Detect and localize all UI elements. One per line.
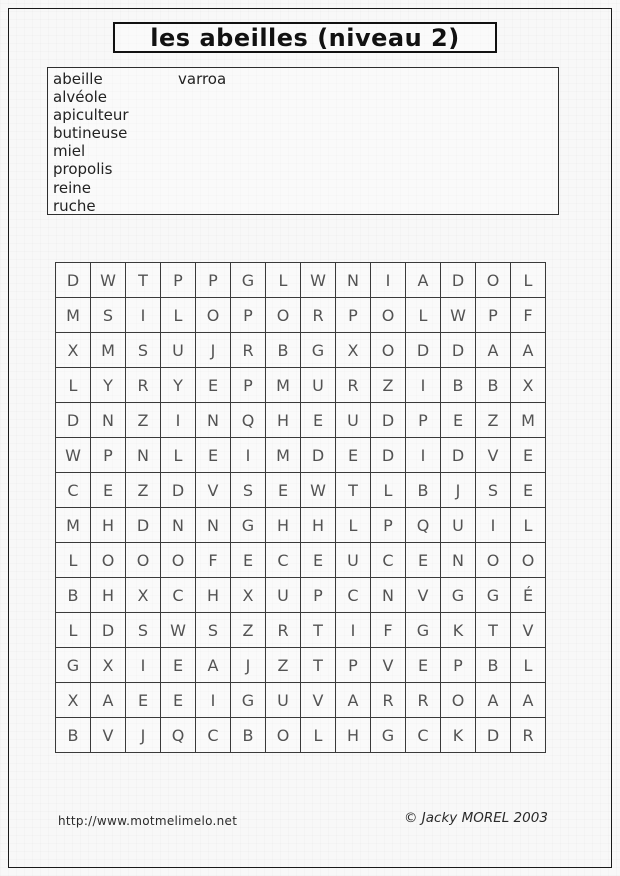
grid-cell: G [441, 578, 476, 613]
grid-cell: L [161, 298, 196, 333]
grid-cell: P [196, 263, 231, 298]
grid-cell: O [371, 333, 406, 368]
grid-cell: I [231, 438, 266, 473]
word-list-item: apiculteur [53, 106, 129, 125]
grid-cell: C [336, 578, 371, 613]
grid-cell: D [406, 333, 441, 368]
grid-cell: D [441, 333, 476, 368]
grid-cell: H [91, 508, 126, 543]
grid-cell: A [476, 683, 511, 718]
grid-cell: D [371, 438, 406, 473]
word-list-item: reine [53, 178, 91, 197]
word-list [47, 67, 559, 215]
grid-cell: W [161, 613, 196, 648]
grid-cell: O [476, 543, 511, 578]
grid-cell: R [511, 718, 546, 753]
word-list-item: butineuse [53, 124, 128, 143]
grid-cell: P [301, 578, 336, 613]
grid-cell: É [511, 578, 546, 613]
grid-cell: D [161, 473, 196, 508]
grid-cell: I [336, 613, 371, 648]
word-list-item: ruche [53, 196, 96, 215]
word-list-item: propolis [53, 160, 113, 179]
grid-cell: Z [126, 473, 161, 508]
grid-cell: A [511, 683, 546, 718]
grid-row [56, 298, 546, 333]
grid-cell: T [336, 473, 371, 508]
grid-cell: S [196, 613, 231, 648]
grid-cell: E [161, 648, 196, 683]
grid-cell: V [371, 648, 406, 683]
grid-cell: G [406, 613, 441, 648]
grid-cell: E [336, 438, 371, 473]
grid-cell: G [231, 508, 266, 543]
grid-cell: Z [476, 403, 511, 438]
grid-cell: M [511, 403, 546, 438]
grid-cell: I [406, 438, 441, 473]
grid-cell: L [406, 298, 441, 333]
grid-cell: O [161, 543, 196, 578]
grid-cell: L [301, 718, 336, 753]
grid-cell: I [196, 683, 231, 718]
grid-cell: C [406, 718, 441, 753]
grid-cell: A [406, 263, 441, 298]
grid-cell: Z [266, 648, 301, 683]
grid-cell: C [56, 473, 91, 508]
grid-cell: P [336, 648, 371, 683]
grid-cell: P [91, 438, 126, 473]
grid-cell: G [231, 263, 266, 298]
grid-cell: H [196, 578, 231, 613]
grid-cell: I [161, 403, 196, 438]
grid-cell: G [301, 333, 336, 368]
grid-cell: R [231, 333, 266, 368]
grid-cell: I [126, 648, 161, 683]
grid-cell: R [371, 683, 406, 718]
grid-cell: O [476, 263, 511, 298]
grid-cell: B [231, 718, 266, 753]
grid-cell: C [266, 543, 301, 578]
grid-cell: B [406, 473, 441, 508]
word-list-item: miel [53, 142, 86, 161]
grid-cell: D [301, 438, 336, 473]
grid-cell: D [441, 263, 476, 298]
grid-cell: D [371, 403, 406, 438]
grid-row [56, 508, 546, 543]
word-list-item: alvéole [53, 88, 108, 107]
grid-cell: Z [126, 403, 161, 438]
grid-cell: E [126, 683, 161, 718]
grid-cell: L [161, 438, 196, 473]
grid-cell: D [441, 438, 476, 473]
grid-row [56, 473, 546, 508]
grid-cell: N [196, 508, 231, 543]
grid-cell: E [441, 403, 476, 438]
grid-cell: I [476, 508, 511, 543]
grid-cell: I [126, 298, 161, 333]
grid-cell: L [371, 473, 406, 508]
grid-cell: C [371, 543, 406, 578]
grid-cell: F [371, 613, 406, 648]
grid-row [56, 333, 546, 368]
grid-cell: L [56, 613, 91, 648]
grid-cell: R [406, 683, 441, 718]
grid-cell: P [231, 298, 266, 333]
grid-cell: D [476, 718, 511, 753]
grid-cell: V [511, 613, 546, 648]
grid-cell: W [441, 298, 476, 333]
page-title: les abeilles (niveau 2) [150, 23, 460, 52]
grid-cell: L [336, 508, 371, 543]
grid-cell: S [91, 298, 126, 333]
grid-cell: R [336, 368, 371, 403]
grid-cell: J [126, 718, 161, 753]
grid-cell: N [161, 508, 196, 543]
grid-cell: V [301, 683, 336, 718]
grid-cell: P [476, 298, 511, 333]
grid-cell: L [56, 368, 91, 403]
grid-cell: O [266, 298, 301, 333]
grid-cell: K [441, 718, 476, 753]
grid-row [56, 368, 546, 403]
grid-cell: H [336, 718, 371, 753]
grid-cell: N [126, 438, 161, 473]
grid-cell: P [371, 508, 406, 543]
grid-cell: O [371, 298, 406, 333]
grid-row [56, 683, 546, 718]
grid-cell: R [266, 613, 301, 648]
grid-cell: Z [231, 613, 266, 648]
grid-cell: Z [371, 368, 406, 403]
grid-cell: B [476, 648, 511, 683]
grid-cell: H [266, 508, 301, 543]
grid-cell: S [476, 473, 511, 508]
grid-cell: E [406, 543, 441, 578]
grid-cell: I [406, 368, 441, 403]
grid-cell: M [56, 298, 91, 333]
grid-cell: G [476, 578, 511, 613]
grid-cell: V [406, 578, 441, 613]
grid-cell: U [301, 368, 336, 403]
grid-cell: O [441, 683, 476, 718]
grid-cell: A [196, 648, 231, 683]
grid-cell: P [406, 403, 441, 438]
grid-cell: M [266, 438, 301, 473]
word-list-item: varroa [178, 70, 227, 88]
grid-cell: E [511, 473, 546, 508]
grid-cell: D [56, 403, 91, 438]
grid-cell: O [511, 543, 546, 578]
grid-cell: Y [161, 368, 196, 403]
grid-cell: W [301, 263, 336, 298]
grid-cell: N [196, 403, 231, 438]
grid-cell: O [126, 543, 161, 578]
grid-cell: W [91, 263, 126, 298]
grid-cell: P [231, 368, 266, 403]
footer-copyright: © Jacky MOREL 2003 [404, 810, 548, 826]
grid-cell: A [91, 683, 126, 718]
grid-cell: E [196, 438, 231, 473]
grid-cell: X [511, 368, 546, 403]
grid-cell: B [441, 368, 476, 403]
grid-cell: G [56, 648, 91, 683]
word-search-grid [55, 262, 546, 753]
grid-cell: B [476, 368, 511, 403]
grid-cell: N [336, 263, 371, 298]
grid-cell: Q [161, 718, 196, 753]
grid-cell: B [56, 578, 91, 613]
footer-url: http://www.motmelimelo.net [58, 814, 238, 828]
grid-cell: X [91, 648, 126, 683]
word-list-column-1 [53, 70, 129, 215]
grid-cell: O [196, 298, 231, 333]
grid-row [56, 263, 546, 298]
grid-cell: L [266, 263, 301, 298]
grid-cell: A [476, 333, 511, 368]
grid-cell: R [126, 368, 161, 403]
grid-cell: N [371, 578, 406, 613]
grid-cell: S [126, 333, 161, 368]
grid-cell: W [301, 473, 336, 508]
grid-cell: X [231, 578, 266, 613]
grid-cell: U [336, 403, 371, 438]
grid-cell: E [301, 403, 336, 438]
grid-cell: L [511, 648, 546, 683]
grid-cell: G [371, 718, 406, 753]
grid-cell: E [266, 473, 301, 508]
grid-cell: T [301, 648, 336, 683]
grid-cell: X [56, 683, 91, 718]
grid-cell: I [371, 263, 406, 298]
grid-cell: A [336, 683, 371, 718]
grid-cell: H [91, 578, 126, 613]
grid-cell: D [91, 613, 126, 648]
grid-row [56, 613, 546, 648]
grid-cell: H [301, 508, 336, 543]
grid-cell: M [56, 508, 91, 543]
grid-cell: E [301, 543, 336, 578]
grid-cell: U [441, 508, 476, 543]
grid-cell: R [301, 298, 336, 333]
grid-cell: Y [91, 368, 126, 403]
grid-cell: F [196, 543, 231, 578]
grid-cell: U [336, 543, 371, 578]
grid-cell: A [511, 333, 546, 368]
grid-cell: D [126, 508, 161, 543]
grid-cell: J [196, 333, 231, 368]
grid-cell: U [266, 683, 301, 718]
grid-cell: F [511, 298, 546, 333]
grid-cell: E [91, 473, 126, 508]
word-list-column-2 [178, 70, 226, 88]
grid-cell: E [406, 648, 441, 683]
grid-cell: E [511, 438, 546, 473]
grid-cell: P [161, 263, 196, 298]
grid-cell: C [196, 718, 231, 753]
grid-row [56, 718, 546, 753]
grid-cell: C [161, 578, 196, 613]
grid-cell: S [126, 613, 161, 648]
grid-cell: X [126, 578, 161, 613]
grid-cell: N [91, 403, 126, 438]
grid-row [56, 578, 546, 613]
grid-cell: V [91, 718, 126, 753]
grid-cell: P [441, 648, 476, 683]
grid-cell: K [441, 613, 476, 648]
grid-cell: T [476, 613, 511, 648]
grid-cell: T [126, 263, 161, 298]
grid-cell: X [336, 333, 371, 368]
grid-cell: O [266, 718, 301, 753]
grid-cell: W [56, 438, 91, 473]
title-box [113, 22, 497, 53]
word-list-item: abeille [53, 70, 103, 88]
grid-cell: L [511, 508, 546, 543]
grid-cell: O [91, 543, 126, 578]
grid-cell: B [56, 718, 91, 753]
grid-cell: E [231, 543, 266, 578]
grid-cell: M [91, 333, 126, 368]
grid-cell: H [266, 403, 301, 438]
grid-cell: L [56, 543, 91, 578]
grid-cell: E [196, 368, 231, 403]
grid-cell: U [266, 578, 301, 613]
grid-cell: S [231, 473, 266, 508]
grid-cell: X [56, 333, 91, 368]
grid-cell: D [56, 263, 91, 298]
grid-cell: V [476, 438, 511, 473]
grid-row [56, 403, 546, 438]
grid-cell: U [161, 333, 196, 368]
grid-cell: L [511, 263, 546, 298]
grid-cell: E [161, 683, 196, 718]
grid-cell: Q [231, 403, 266, 438]
grid-row [56, 543, 546, 578]
grid-cell: P [336, 298, 371, 333]
grid-cell: M [266, 368, 301, 403]
grid-row [56, 438, 546, 473]
grid-cell: J [231, 648, 266, 683]
grid-cell: B [266, 333, 301, 368]
grid-cell: V [196, 473, 231, 508]
grid-row [56, 648, 546, 683]
grid-cell: Q [406, 508, 441, 543]
grid-cell: J [441, 473, 476, 508]
grid-cell: N [441, 543, 476, 578]
grid-cell: G [231, 683, 266, 718]
grid-cell: T [301, 613, 336, 648]
